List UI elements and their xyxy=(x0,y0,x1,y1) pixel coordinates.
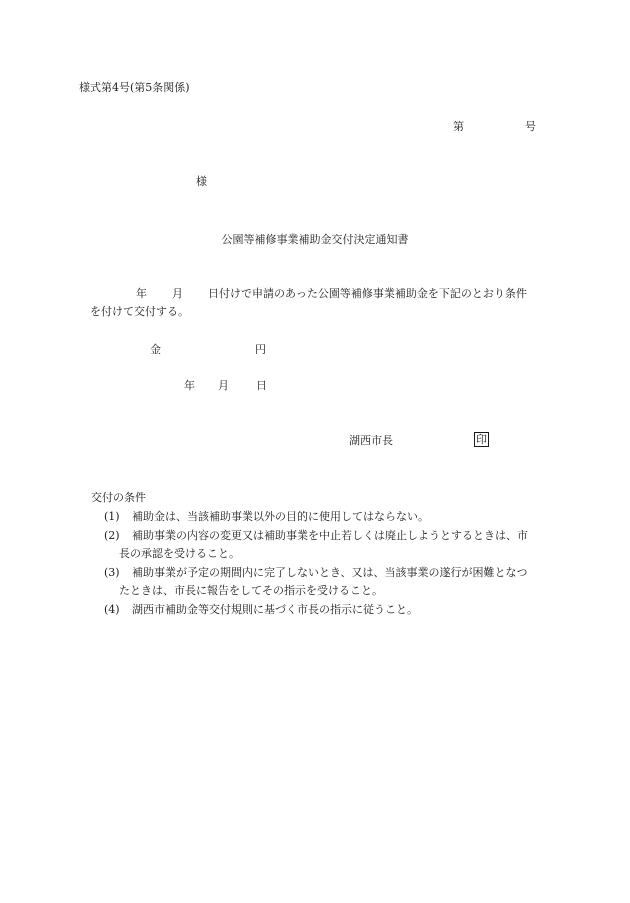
body-month: 月 xyxy=(172,287,183,300)
condition-text-continued: 長の承認を受けること。 xyxy=(119,547,240,560)
body-year: 年 xyxy=(136,287,147,300)
amount-label: 金 xyxy=(150,343,161,356)
condition-item-1 xyxy=(104,511,429,522)
condition-number: (4) xyxy=(104,603,120,616)
amount-line xyxy=(150,344,266,355)
grant-date-day: 日 xyxy=(256,379,267,392)
form-label: 様式第4号(第5条関係) xyxy=(79,81,190,94)
condition-number: (2) xyxy=(104,529,120,542)
body-line-2: を付けて交付する。 xyxy=(90,305,189,318)
issuer-name: 湖西市長 xyxy=(349,434,393,447)
condition-text: 補助金は、当該補助事業以外の目的に使用してはならない。 xyxy=(132,510,429,523)
condition-item-4 xyxy=(104,604,418,615)
condition-item-2 xyxy=(104,530,528,541)
condition-text-continued: たときは、市長に報告をしてその指示を受けること。 xyxy=(119,584,383,597)
grant-date-month: 月 xyxy=(218,379,229,392)
document-title: 公園等補修事業補助金交付決定通知書 xyxy=(221,233,409,246)
condition-item-3 xyxy=(104,567,528,578)
condition-text: 補助事業の内容の変更又は補助事業を中止若しくは廃止しようとするときは、市 xyxy=(132,529,528,542)
document-number-prefix: 第 xyxy=(453,120,464,133)
seal-mark: 印 xyxy=(476,433,487,446)
condition-number: (3) xyxy=(104,566,120,579)
grant-date-year: 年 xyxy=(184,379,195,392)
body-line-1 xyxy=(136,288,527,299)
amount-unit: 円 xyxy=(255,343,266,356)
condition-text: 補助事業が予定の期間内に完了しないとき、又は、当該事業の遂行が困難となつ xyxy=(132,566,528,579)
body-line-1-text: 日付けで申請のあった公園等補修事業補助金を下記のとおり条件 xyxy=(208,287,527,300)
conditions-heading: 交付の条件 xyxy=(91,491,146,504)
condition-number: (1) xyxy=(104,510,120,523)
grant-date xyxy=(184,380,267,391)
addressee-honorific: 様 xyxy=(196,175,207,188)
document-number-suffix: 号 xyxy=(525,120,536,133)
condition-text: 湖西市補助金等交付規則に基づく市長の指示に従うこと。 xyxy=(132,603,418,616)
